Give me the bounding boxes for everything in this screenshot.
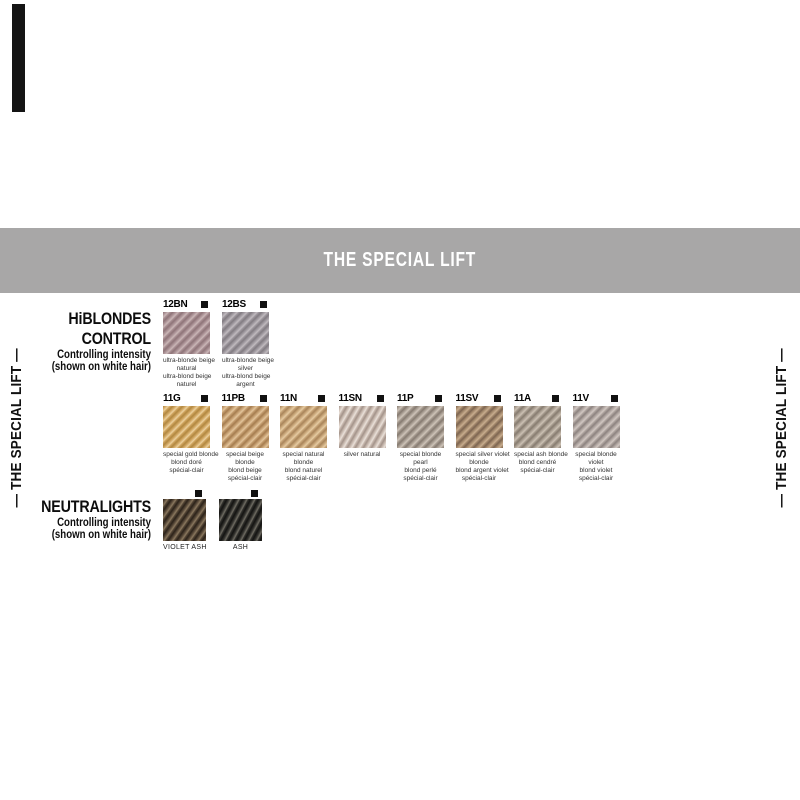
- shade-description: ultra-blonde beige natural ultra-blond beige naturel: [163, 357, 216, 388]
- black-square-icon: [611, 395, 618, 402]
- swatch-header: [222, 299, 269, 310]
- neutralights-heading: [24, 497, 151, 541]
- hiblondes-control-heading: [24, 309, 151, 373]
- shade-description: special ash blonde blond cendré spécial-clair: [514, 451, 568, 474]
- swatch-header: [222, 393, 269, 404]
- swatch-cell-11p: [397, 393, 444, 483]
- swatch-cell-11g: [163, 393, 219, 483]
- black-square-icon: [260, 395, 267, 402]
- hair-swatch-11pb: [222, 406, 269, 448]
- shade-description: special blonde pearl blond perlé spécial-clair: [399, 451, 442, 482]
- swatch-cell-11a: [514, 393, 568, 483]
- swatch-header: [163, 299, 210, 310]
- black-square-icon: [435, 395, 442, 402]
- hair-swatch-11v: [573, 406, 620, 448]
- black-square-icon: [552, 395, 559, 402]
- black-square-icon: [195, 490, 202, 497]
- swatch-cell-violet-ash: [163, 490, 206, 552]
- heading-line: NEUTRALIGHTS: [41, 497, 151, 516]
- heading-line: CONTROL: [81, 329, 151, 348]
- shade-code: 11P: [397, 393, 414, 404]
- black-bar-artifact: [12, 4, 25, 112]
- shade-description: ultra-blonde beige silver ultra-blond beige argent: [222, 357, 275, 388]
- shade-description: special silver violet blonde blond argent violet spécial-clair: [455, 451, 510, 482]
- black-square-icon: [377, 395, 384, 402]
- swatch-cell-11v: [573, 393, 620, 483]
- neutralights-swatch-row: [163, 490, 262, 552]
- hair-swatch-12bn: [163, 312, 210, 354]
- swatch-cell-12bs: [222, 299, 275, 389]
- hair-swatch-11p: [397, 406, 444, 448]
- shade-code: 12BS: [222, 299, 246, 310]
- subheading-line: Controlling intensity: [57, 349, 152, 361]
- subheading-line: (shown on white hair): [51, 529, 151, 541]
- black-square-icon: [201, 301, 208, 308]
- hair-swatch-11n: [280, 406, 327, 448]
- heading-line: HiBLONDES: [68, 309, 151, 328]
- hair-swatch-violet-ash: [163, 499, 206, 541]
- hair-swatch-11g: [163, 406, 210, 448]
- hiblondes-swatch-row: [163, 299, 275, 389]
- swatch-header: [573, 393, 620, 404]
- swatch-cell-11sn: [339, 393, 386, 483]
- shade-label: ASH: [232, 544, 249, 551]
- shade-description: special beige blonde blond beige spécial-clair: [226, 451, 264, 482]
- shade-code: 11SV: [455, 393, 479, 404]
- swatch-header: [397, 393, 444, 404]
- shade-code: 11SN: [338, 393, 362, 404]
- black-square-icon: [251, 490, 258, 497]
- hair-swatch-ash: [219, 499, 262, 541]
- swatch-header: [219, 490, 262, 497]
- hair-swatch-12bs: [222, 312, 269, 354]
- shade-code: 11PB: [221, 393, 245, 404]
- shade-code: 11N: [280, 393, 297, 404]
- shade-label: VIOLET ASH: [163, 544, 207, 551]
- black-square-icon: [494, 395, 501, 402]
- hair-swatch-11sv: [456, 406, 503, 448]
- swatch-header: [280, 393, 327, 404]
- swatch-header: [456, 393, 503, 404]
- subheading-line: Controlling intensity: [57, 517, 152, 529]
- banner-title: THE SPECIAL LIFT: [323, 249, 477, 271]
- shade-description: special natural blonde blond naturel spécial-clair: [282, 451, 325, 482]
- hair-swatch-11a: [514, 406, 561, 448]
- shade-description: silver natural: [343, 451, 381, 458]
- black-square-icon: [260, 301, 267, 308]
- right-side-vertical-label: — THE SPECIAL LIFT —: [773, 348, 790, 508]
- swatch-cell-12bn: [163, 299, 216, 389]
- swatch-header: [339, 393, 386, 404]
- subheading-line: (shown on white hair): [51, 361, 151, 373]
- shade-code: 11G: [163, 393, 181, 404]
- shade-description: special blonde violet blond violet spécial-clair: [575, 451, 617, 482]
- swatch-cell-11pb: [222, 393, 269, 483]
- swatch-header: [163, 393, 210, 404]
- shade-description: special gold blonde blond doré spécial-clair: [163, 451, 219, 474]
- swatch-cell-11n: [280, 393, 327, 483]
- black-square-icon: [318, 395, 325, 402]
- hair-swatch-11sn: [339, 406, 386, 448]
- swatch-header: [514, 393, 561, 404]
- shade-code: 11A: [514, 393, 531, 404]
- special-lift-swatch-row: [163, 393, 620, 483]
- black-square-icon: [201, 395, 208, 402]
- shade-code: 12BN: [163, 299, 188, 310]
- swatch-cell-11sv: [455, 393, 510, 483]
- shade-code: 11V: [572, 393, 589, 404]
- left-side-vertical-label: — THE SPECIAL LIFT —: [8, 348, 25, 508]
- swatch-cell-ash: [219, 490, 262, 552]
- banner: [0, 228, 800, 293]
- swatch-header: [163, 490, 206, 497]
